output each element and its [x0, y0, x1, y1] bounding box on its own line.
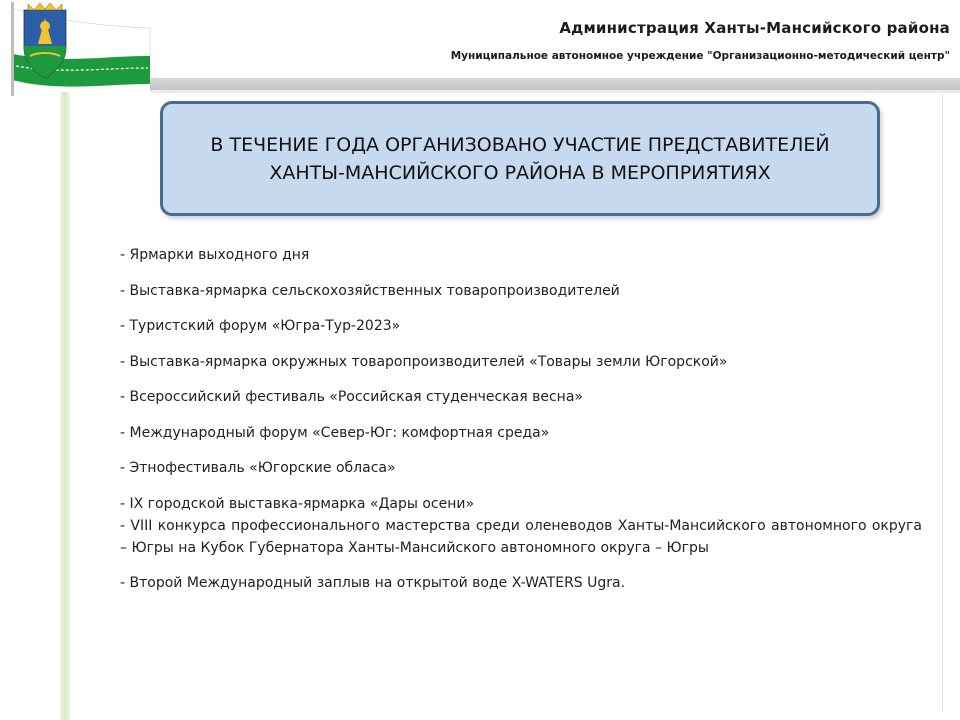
slide-title: В ТЕЧЕНИЕ ГОДА ОРГАНИЗОВАНО УЧАСТИЕ ПРЕДСТАВИТЕЛЕЙ ХАНТЫ-МАНСИЙСКОГО РАЙОНА В МЕРОПРИЯТИЯХ	[210, 133, 830, 184]
title-box	[160, 101, 880, 216]
event-item: - Этнофестиваль «Югорские обласа»	[120, 460, 396, 476]
event-item: - VIII конкурса профессионального мастерства среди оленеводов Ханты-Мансийского автономного округа – Югры на Кубок Губернатора Ханты-Мансийского автономного округа – Югры	[120, 517, 922, 556]
header-band	[150, 78, 960, 90]
event-item: - Туристский форум «Югра-Тур-2023»	[120, 318, 401, 334]
event-item: - Второй Международный заплыв на открытой воде X-WATERS Ugra.	[120, 575, 626, 591]
event-item: - Ярмарки выходного дня	[120, 247, 310, 263]
event-item: - IX городской выставка-ярмарка «Дары осени»	[120, 495, 475, 512]
events-list	[120, 244, 922, 594]
event-item: - Выставка-ярмарка сельскохозяйственных товаропроизводителей	[120, 282, 620, 299]
right-border-line	[942, 92, 943, 712]
admin-title: Администрация Ханты-Мансийского района	[559, 19, 950, 37]
district-flag-emblem-icon	[0, 0, 160, 100]
left-accent-bar	[60, 92, 70, 720]
event-item: - Выставка-ярмарка окружных товаропроизводителей «Товары земли Югорской»	[120, 353, 728, 370]
event-item: - Международный форум «Север-Юг: комфортная среда»	[120, 424, 550, 441]
org-subtitle: Муниципальное автономное учреждение "Организационно-методический центр"	[450, 50, 950, 62]
event-item: - Всероссийский фестиваль «Российская студенческая весна»	[120, 389, 583, 405]
header-band-shadow	[150, 90, 960, 93]
